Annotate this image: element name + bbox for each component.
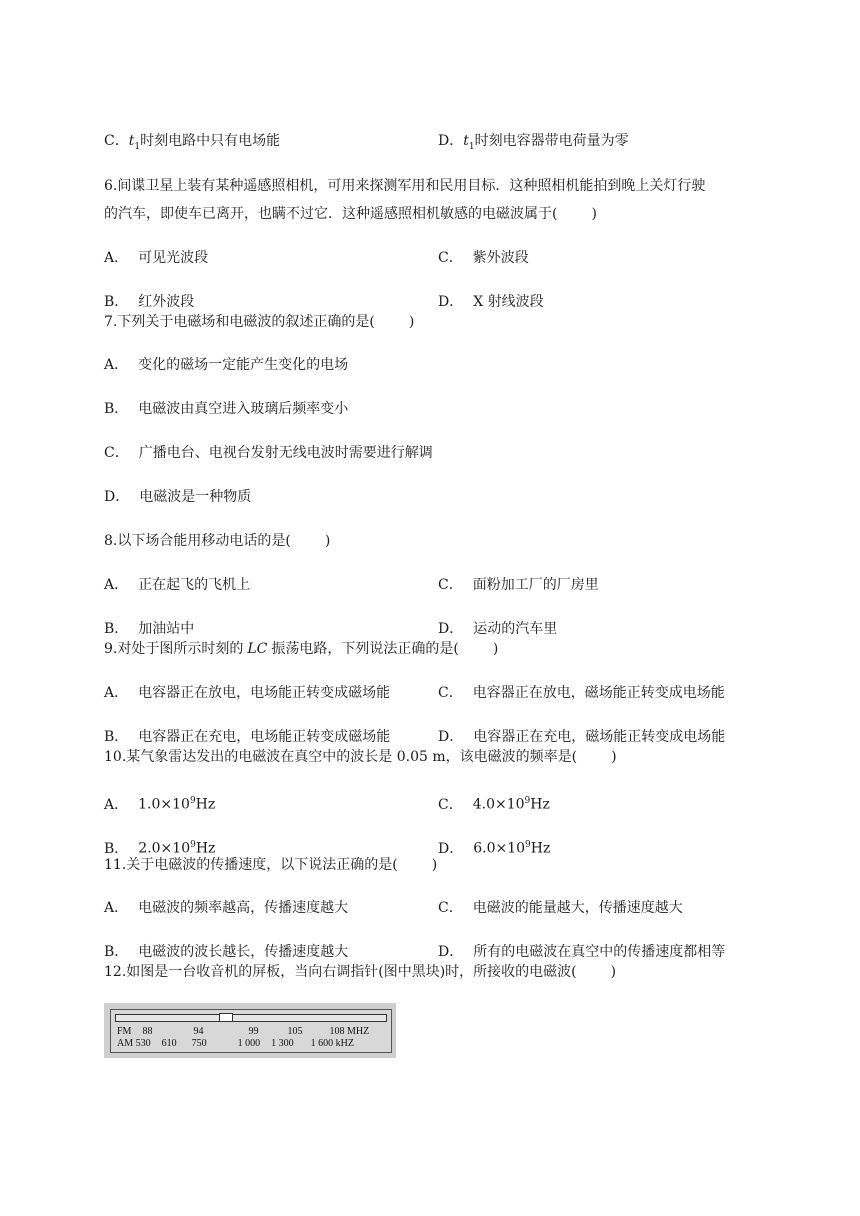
option-letter: A．: [104, 577, 129, 593]
q9-option-c: [438, 683, 725, 703]
fm-tick: 108 MHZ: [329, 1026, 370, 1037]
am-tick: 1 600 kHZ: [310, 1038, 354, 1049]
option-letter: A．: [104, 900, 129, 916]
unit: Hz: [530, 796, 550, 813]
stem-text: 7.下列关于电磁场和电磁波的叙述正确的是(: [104, 314, 375, 330]
option-text: 正在起飞的飞机上: [138, 577, 251, 593]
option-letter: C．: [438, 250, 463, 266]
option-text: 电磁波是一种物质: [139, 489, 252, 505]
option-letter: B．: [104, 294, 129, 310]
option-text: 时刻电路中只有电场能: [140, 133, 281, 149]
unit: Hz: [530, 840, 551, 857]
subscript: 1: [468, 141, 475, 152]
option-letter: B．: [104, 729, 129, 745]
option-text: 电磁波由真空进入玻璃后频率变小: [138, 401, 349, 417]
fm-tick: 105: [287, 1026, 303, 1037]
q7-option-b: [104, 399, 348, 419]
dial-face: [110, 1009, 392, 1053]
q10-option-a: [104, 791, 215, 815]
option-text: 变化的磁场一定能产生变化的电场: [138, 357, 349, 373]
q6-option-c: [438, 248, 529, 268]
lc-label: LC: [247, 641, 268, 657]
option-value: 4.0×10: [472, 796, 525, 813]
fm-tick: 94: [193, 1026, 204, 1037]
paren-close: ): [431, 857, 438, 873]
fm-tick: 88: [142, 1026, 153, 1037]
fm-tick: 99: [248, 1026, 259, 1037]
option-letter: D．: [438, 944, 464, 960]
option-letter: A．: [104, 796, 129, 813]
paren-close: ): [610, 964, 617, 980]
option-letter: D．: [438, 729, 464, 745]
stem-text: 11.关于电磁波的传播速度，以下说法正确的是(: [104, 857, 398, 873]
option-text: 电磁波的频率越高，传播速度越大: [138, 900, 349, 916]
option-letter: C．: [438, 685, 463, 701]
q7-stem: [104, 312, 414, 332]
paren-close: ): [591, 206, 597, 222]
option-text: 加油站中: [138, 621, 195, 637]
stem-text: 9.对处于图所示时刻的: [104, 641, 244, 657]
exponent: 9: [524, 796, 531, 806]
paren-close: ): [408, 314, 415, 330]
option-letter: D．: [438, 840, 464, 857]
variable-t: t: [128, 133, 135, 149]
q9-option-d: [438, 727, 725, 747]
option-text: 电磁波的能量越大，传播速度越大: [472, 900, 683, 916]
option-letter: B．: [104, 621, 129, 637]
option-text: 电容器正在充电，磁场能正转变成电场能: [473, 729, 726, 745]
option-text: 电容器正在充电，电场能正转变成磁场能: [138, 729, 391, 745]
fm-scale: [117, 1026, 369, 1037]
q9-option-a: [104, 683, 390, 703]
q7-option-c: [104, 443, 433, 463]
q5-option-c: [104, 131, 280, 157]
option-letter: C．: [438, 900, 463, 916]
q7-option-a: [104, 355, 348, 375]
paren-close: ): [611, 749, 617, 765]
option-value: 1.0×10: [138, 796, 190, 813]
q6-option-b: [104, 292, 194, 312]
option-text: 所有的电磁波在真空中的传播速度都相等: [473, 944, 726, 960]
q7-option-d: [104, 487, 251, 507]
am-tick: 610: [161, 1038, 177, 1049]
option-letter: C．: [104, 445, 129, 461]
option-text: 运动的汽车里: [473, 621, 558, 637]
q5-option-d: [438, 131, 629, 157]
am-tick: 530: [135, 1038, 151, 1049]
option-letter: D．: [438, 294, 464, 310]
q8-option-a: [104, 575, 250, 595]
option-text: 红外波段: [138, 294, 195, 310]
option-letter: D．: [438, 621, 464, 637]
option-text: 面粉加工厂的厂房里: [472, 577, 599, 593]
stem-text: 8.以下场合能用移动电话的是(: [104, 533, 291, 549]
q11-option-b: [104, 942, 348, 962]
q11-option-d: [438, 942, 725, 962]
q6-option-d: [438, 292, 544, 312]
option-text: 广播电台、电视台发射无线电波时需要进行解调: [138, 445, 433, 461]
unit: Hz: [195, 840, 216, 857]
q9-option-b: [104, 727, 390, 747]
option-letter: C．: [104, 133, 129, 149]
am-tick: 750: [191, 1038, 207, 1049]
option-letter: A．: [104, 685, 129, 701]
exponent: 9: [190, 840, 196, 850]
unit: Hz: [195, 796, 216, 813]
q6-option-a: [104, 248, 208, 268]
stem-text: 10.某气象雷达发出的电磁波在真空中的波长是 0.05 m，该电磁波的频率是(: [104, 749, 578, 765]
option-letter: C．: [438, 577, 463, 593]
q8-option-d: [438, 619, 557, 639]
option-letter: D．: [104, 489, 130, 505]
dial-track: [115, 1014, 387, 1022]
option-text: 电容器正在放电，磁场能正转变成电场能: [472, 685, 725, 701]
q10-stem: [104, 747, 617, 767]
q6-stem-line2: [104, 204, 597, 224]
paren-close: ): [492, 641, 499, 657]
radio-dial-panel: [104, 1003, 396, 1058]
option-letter: B．: [104, 944, 129, 960]
option-text: 可见光波段: [138, 250, 209, 266]
am-tick: 1 000: [237, 1038, 261, 1049]
stem-text: 振荡电路，下列说法正确的是(: [271, 641, 459, 657]
tuning-pointer: [219, 1013, 233, 1022]
am-label: AM: [117, 1038, 134, 1049]
variable-t: t: [463, 133, 469, 149]
q11-option-a: [104, 898, 348, 918]
stem-text: 的汽车，即使车已离开，也瞒不过它．这种遥感照相机敏感的电磁波属于(: [104, 206, 558, 222]
q11-option-c: [438, 898, 683, 918]
q12-stem: [104, 962, 616, 982]
option-value: 2.0×10: [138, 840, 191, 857]
option-text: 紫外波段: [472, 250, 529, 266]
option-text: 时刻电容器带电荷量为零: [474, 133, 629, 149]
option-value: 6.0×10: [473, 840, 526, 857]
option-text: 电磁波的波长越长，传播速度越大: [138, 944, 349, 960]
option-letter: B．: [104, 401, 129, 417]
option-letter: D．: [438, 133, 464, 149]
option-text: X 射线波段: [473, 294, 544, 310]
q10-option-d: [438, 835, 550, 859]
q9-stem: [104, 639, 498, 659]
q8-stem: [104, 531, 330, 551]
q6-stem-line1: 6.间谍卫星上装有某种遥感照相机，可用来探测军用和民用目标．这种照相机能拍到晚上关灯行驶: [104, 178, 706, 194]
q8-option-b: [104, 619, 194, 639]
am-tick: 1 300: [271, 1038, 294, 1049]
option-text: 电容器正在放电，电场能正转变成磁场能: [138, 685, 391, 701]
option-letter: C．: [438, 796, 463, 813]
option-letter: A．: [104, 250, 129, 266]
q10-option-c: [438, 791, 550, 815]
option-letter: B．: [104, 840, 129, 857]
exponent: 9: [189, 796, 196, 806]
exponent: 9: [525, 840, 531, 850]
option-letter: A．: [104, 357, 129, 373]
paren-close: ): [324, 533, 331, 549]
q8-option-c: [438, 575, 599, 595]
subscript: 1: [134, 141, 141, 152]
fm-label: FM: [117, 1026, 132, 1037]
q11-stem: [104, 855, 437, 875]
am-scale: [117, 1038, 354, 1049]
stem-text: 12.如图是一台收音机的屏板，当向右调指针(图中黑块)时，所接收的电磁波(: [104, 964, 577, 980]
